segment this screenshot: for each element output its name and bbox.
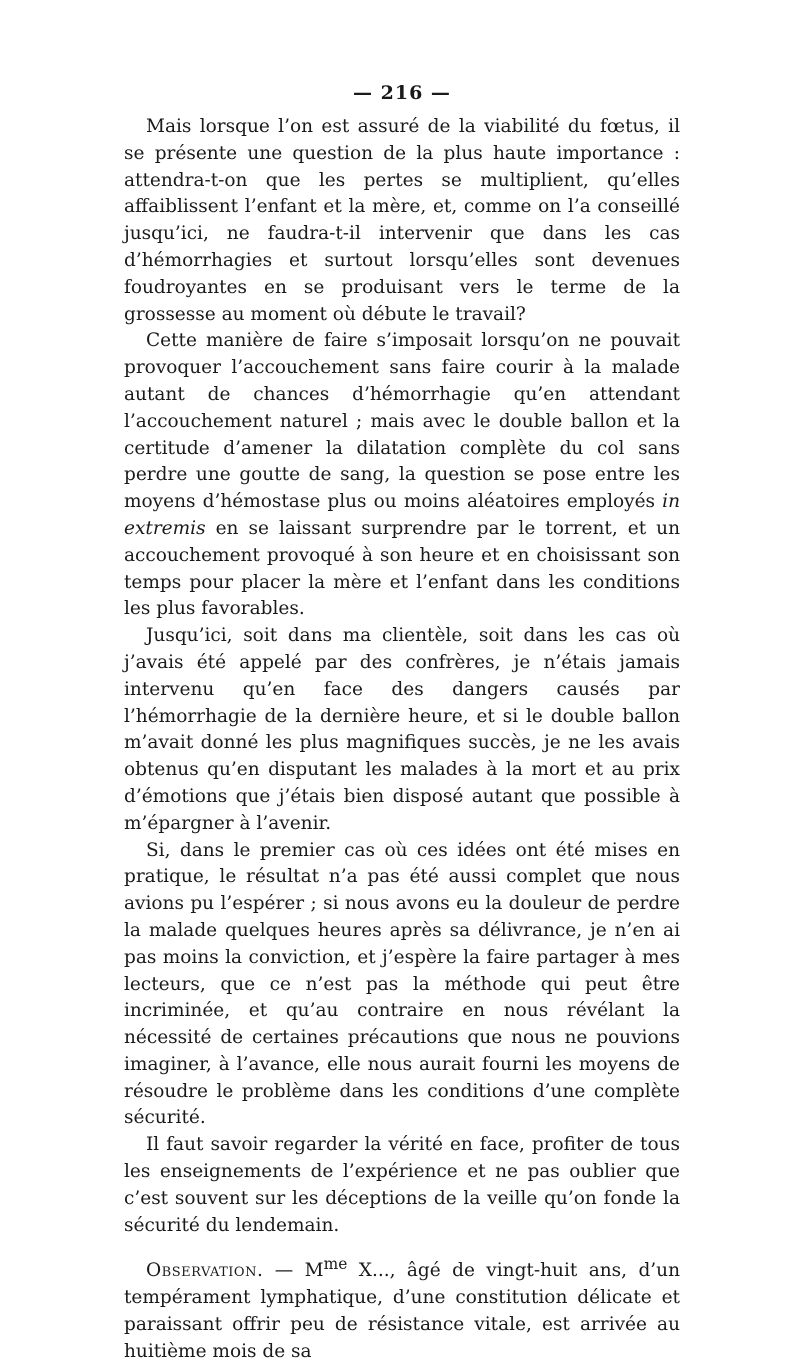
observation-subject-rest: X...,	[347, 1260, 396, 1282]
italic-phrase: in extremis	[124, 491, 680, 539]
paragraph-3: Jusqu’ici, soit dans ma clientèle, soit dans les cas où j’avais été appelé par des confrères, je n’étais jamais intervenu qu’en face des dangers causés par l’hémorrhagie de la dernière heure, et si le double ballon m’avait donné les plus magnifiques succès, je ne les avais obtenus qu’en disputant les malades à la mort et au prix d’émotions que j’étais bien disposé autant que possible à m’épargner à l’avenir.	[124, 625, 680, 834]
paragraph-5: Il faut savoir regarder la vérité en face, profiter de tous les enseignements de l’expérience et ne pas oublier que c’est souvent sur les déceptions de la veille qu’on fonde la sécurité du lendemain.	[124, 1134, 680, 1236]
observation-subject-prefix: M	[304, 1260, 324, 1282]
paragraph-1: Mais lorsque l’on est assuré de la viabilité du fœtus, il se présente une question de la plus haute importance : attendra-t-on que les pertes se multiplient, qu’elles affaiblissent l’enfant et la mère, et, comme on l’a conseillé jusqu’ici, ne faudra-t-il intervenir que dans les cas d’hémorrhagies et surtout lorsqu’elles sont devenues foudroyantes en se produisant vers le terme de la grossesse au moment où débute le travail?	[124, 116, 680, 325]
observation-text: âgé de vingt-huit ans, d’un tempérament lymphatique, d’une constitution délicate et paraissant offrir peu de résistance vitale, est arrivée au huitième mois de sa	[124, 1260, 680, 1363]
paragraph-2-part-1: Cette manière de faire s’imposait lorsqu’on ne pouvait provoquer l’accouchement sans faire courir à la malade autant de chances d’hémorrhagie qu’en attendant l’accouchement naturel ; mais avec le double ballon et la certitude d’amener la dilatation complète du col sans perdre une goutte de sang, la question se pose entre les moyens d’hémostase plus ou moins aléatoires employés	[124, 330, 680, 513]
paragraph-2	[124, 328, 680, 623]
paragraph-4: Si, dans le premier cas où ces idées ont été mises en pratique, le résultat n’a pas été aussi complet que nous avions pu l’espérer ; si nous avons eu la douleur de perdre la malade quelques heures après sa délivrance, je n’en ai pas moins la conviction, et j’espère la faire partager à mes lecteurs, que ce n’est pas la méthode qui peut être incriminée, et qu’au contraire en nous révélant la nécessité de certaines précautions que nous ne pouvions imaginer, à l’avance, elle nous aurait fourni les moyens de résoudre le problème dans les conditions d’une complète sécurité.	[124, 839, 680, 1129]
observation-subject-sup: me	[323, 1255, 348, 1274]
book-page	[124, 82, 680, 1366]
page-number: — 216 —	[353, 82, 451, 104]
observation-label: Observation.	[146, 1260, 264, 1282]
observation-dash: —	[263, 1260, 305, 1282]
paragraph-2-part-2: en se laissant surprendre par le torrent, et un accouchement provoqué à son heure et en choisissant son temps pour placer la mère et l’enfant dans les conditions les plus favorables.	[124, 517, 680, 620]
observation-paragraph	[124, 1251, 680, 1365]
